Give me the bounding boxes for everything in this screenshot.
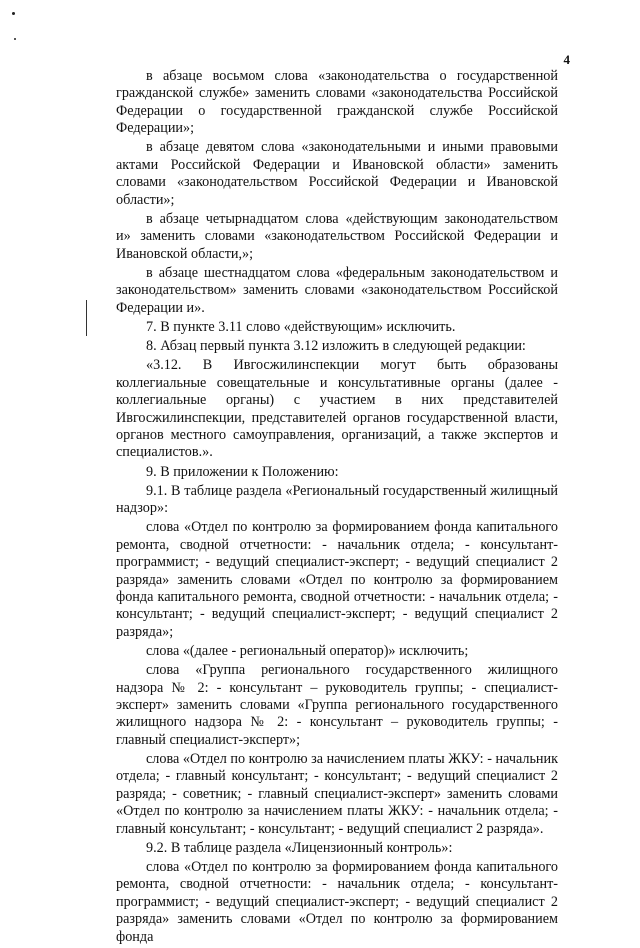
paragraph: 9.2. В таблице раздела «Лицензионный контроль»: (146, 839, 453, 856)
page-number: 4 (563, 52, 570, 67)
paragraph: слова «Отдел по контролю за формированием фонда капитального ремонта, сводной отчетности: - начальник отдела; - консультант-программист; - ведущий специалист-эксперт; - ведущий специалист 2 разряда» заменить словами «Отдел по контролю за формированием фонда (116, 859, 558, 945)
scan-mark-dot (14, 38, 16, 40)
paragraph: слова «(далее - региональный оператор)» исключить; (146, 642, 469, 659)
paragraph: слова «Отдел по контролю за формированием фонда капитального ремонта, сводной отчетности: - начальник отдела; - консультант-программист; - ведущий специалист-эксперт; - ведущий специалист 2 разряда» заменить словами «Отдел по контролю за формированием фонда капитального ремонта, сводной отчетности: - начальник отдела; - консультант; - ведущий специалист-эксперт; - ведущий специалист 2 разряда»; (116, 519, 558, 640)
scan-mark-dot (12, 12, 15, 15)
paragraph: 9. В приложении к Положению: (146, 463, 339, 480)
paragraph: в абзаце четырнадцатом слова «действующим законодательством и» заменить словами «законодательством Российской Федерации и Ивановской области,»; (116, 210, 558, 262)
paragraph: 9.1. В таблице раздела «Региональный государственный жилищный надзор»: (116, 482, 558, 517)
paragraph: слова «Группа регионального государственного жилищного надзора № 2: - консультант – руководитель группы; - специалист-эксперт» заменить словами «Группа регионального государственного жилищного надзора № 2: - консультант – руководитель группы; - главный специалист-эксперт»; (116, 662, 558, 748)
paragraph: 8. Абзац первый пункта 3.12 изложить в следующей редакции: (146, 338, 526, 355)
paragraph: в абзаце восьмом слова «законодательства о государственной гражданской службе» заменить словами «законодательства Российской Федерации о государственной гражданской службе Российской Федерации»; (116, 68, 558, 137)
document-body (116, 68, 558, 948)
paragraph: «3.12. В Ивгосжилинспекции могут быть образованы коллегиальные совещательные и консультативные органы (далее - коллегиальные органы) с участием в них представителей Ивгосжилинспекции, представителей органов государственной власти, органов местного самоуправления, организаций, а также экспертов и специалистов.». (116, 357, 558, 461)
paragraph: слова «Отдел по контролю за начислением платы ЖКУ: - начальник отдела; - главный консультант; - консультант; - ведущий специалист 2 разряда; - советник; - главный специалист-эксперт» заменить словами «Отдел по контролю за начислением платы ЖКУ: - начальник отдела; - главный консультант; - консультант; - ведущий специалист 2 разряда». (116, 751, 558, 837)
paragraph: 7. В пункте 3.11 слово «действующим» исключить. (146, 318, 456, 335)
paragraph: в абзаце шестнадцатом слова «федеральным законодательством и законодательством» заменить словами «законодательством Российской Федерации и». (116, 264, 558, 316)
margin-pen-mark (86, 300, 87, 336)
paragraph: в абзаце девятом слова «законодательными и иными правовыми актами Российской Федерации и Ивановской области» заменить словами «законодательством Российской Федерации и Ивановской области»; (116, 139, 558, 208)
